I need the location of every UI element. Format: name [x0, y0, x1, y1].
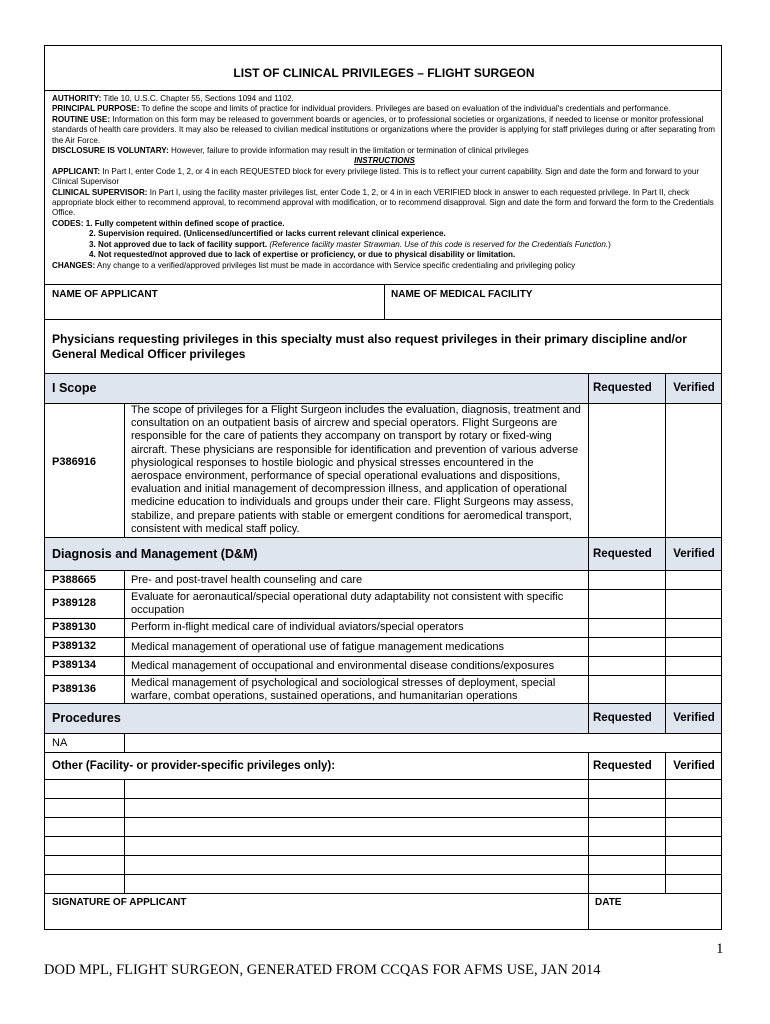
disclosure-label: DISCLOSURE IS VOLUNTARY:: [52, 146, 169, 156]
form-title: LIST OF CLINICAL PRIVILEGES – FLIGHT SURGEON: [233, 66, 535, 80]
dm-description: Perform in-flight medical care of individual aviators/special operators: [131, 621, 464, 633]
column-divider: [588, 704, 589, 733]
applicant-line: [52, 167, 717, 188]
other-verified-cell[interactable]: [666, 837, 721, 855]
dm-description: Medical management of psychological and sociological stresses of deployment, special warfare, combat operations, sustained operations, and humanitarian operations: [131, 677, 556, 702]
signature-field[interactable]: [45, 909, 588, 929]
other-verified-cell[interactable]: [666, 799, 721, 817]
code-3-note: (Reference facility master Strawman. Use of this code is reserved for the Credentials Function.: [269, 239, 609, 249]
verified-column-header: Verified: [673, 760, 715, 772]
other-verified-cell[interactable]: [666, 856, 721, 874]
dm-verified-cell[interactable]: [666, 619, 721, 637]
facility-name-field[interactable]: [385, 302, 721, 319]
purpose-line: [52, 104, 717, 114]
other-description-cell[interactable]: [125, 875, 588, 893]
routine-line: [52, 115, 717, 146]
other-code-cell[interactable]: [45, 875, 124, 893]
requested-column-header: Requested: [593, 382, 652, 394]
code-1-line: [52, 219, 717, 229]
disclosure-line: [52, 146, 717, 156]
dm-verified-cell[interactable]: [666, 676, 721, 703]
dm-description: Medical management of operational use of fatigue management medications: [131, 641, 505, 653]
instructions-block: [52, 94, 717, 271]
dm-verified-cell[interactable]: [666, 657, 721, 675]
supervisor-label: CLINICAL SUPERVISOR:: [52, 187, 148, 197]
scope-verified-cell[interactable]: [666, 404, 721, 536]
dm-description: Medical management of occupational and environmental disease conditions/exposures: [131, 660, 555, 672]
other-description-cell[interactable]: [125, 780, 588, 798]
applicant-name-label: NAME OF APPLICANT: [52, 289, 158, 300]
requested-column-header: Requested: [593, 548, 652, 560]
purpose-text: To define the scope and limits of practice for individual providers. Privileges are based on evaluation of the individual's credentials and performance.: [141, 104, 671, 114]
specialty-notice: Physicians requesting privileges in this specialty must also request privileges in their primary discipline and/or General Medical Officer privileges: [52, 332, 687, 361]
disclosure-text: However, failure to provide information may result in the limitation or termination of clinical privileges: [171, 146, 529, 156]
column-divider: [588, 538, 589, 570]
other-requested-cell[interactable]: [589, 837, 665, 855]
other-code-cell[interactable]: [45, 837, 124, 855]
code-1-text: 1. Fully competent within defined scope of practice.: [85, 218, 285, 228]
dm-code: P389136: [52, 683, 97, 695]
dm-code: P389128: [52, 597, 97, 609]
facility-name-label: NAME OF MEDICAL FACILITY: [391, 289, 533, 300]
scope-title: I Scope: [52, 381, 97, 395]
other-description-cell[interactable]: [125, 856, 588, 874]
dm-verified-cell[interactable]: [666, 638, 721, 656]
other-code-cell[interactable]: [45, 799, 124, 817]
applicant-name-field[interactable]: [45, 302, 384, 319]
verified-column-header: Verified: [673, 382, 715, 394]
verified-column-header: Verified: [673, 712, 715, 724]
dm-requested-cell[interactable]: [589, 676, 665, 703]
other-verified-cell[interactable]: [666, 780, 721, 798]
document-footer: DOD MPL, FLIGHT SURGEON, GENERATED FROM CCQAS FOR AFMS USE, JAN 2014: [44, 962, 601, 978]
dm-code: P388665: [52, 574, 97, 586]
other-requested-cell[interactable]: [589, 856, 665, 874]
other-title: Other (Facility- or provider-specific privileges only):: [52, 760, 336, 772]
other-requested-cell[interactable]: [589, 875, 665, 893]
requested-column-header: Requested: [593, 712, 652, 724]
other-requested-cell[interactable]: [589, 799, 665, 817]
purpose-label: PRINCIPAL PURPOSE:: [52, 104, 140, 114]
dm-requested-cell[interactable]: [589, 657, 665, 675]
procedures-na: NA: [52, 737, 68, 749]
changes-line: [52, 261, 717, 271]
other-requested-cell[interactable]: [589, 818, 665, 836]
scope-description: The scope of privileges for a Flight Surgeon includes the evaluation, diagnosis, treatment and consultation on an outpatient basis of aircrew and special operators. Flight Surgeons are responsible for the care of patients they accompany on transport by rotary or fixed-wing aircraft. These physicians are responsible for identification and prevention of various adverse physiological responses to hostile biologic and physical stresses encountered in the aerospace environment, performance of special operational evaluations and dispositions, evaluation and initial management of decompression illness, and application of operational medicine education to individuals and groups under their care. Flight Surgeons may assess, stabilize, and prepare patients with stable or emergent conditions for aeromedical transport, consistent with medical staff policy.: [131, 404, 581, 535]
code-3-text: 3. Not approved due to lack of facility support.: [89, 239, 268, 249]
other-code-cell[interactable]: [45, 818, 124, 836]
dm-verified-cell[interactable]: [666, 590, 721, 618]
authority-text: Title 10, U.S.C. Chapter 55, Sections 1094 and 1102.: [103, 94, 294, 103]
applicant-label: APPLICANT:: [52, 166, 101, 176]
other-verified-cell[interactable]: [666, 818, 721, 836]
dm-code: P389130: [52, 621, 97, 633]
row-divider: [45, 752, 721, 753]
dm-code: P389134: [52, 659, 97, 671]
divider: [45, 90, 721, 91]
other-description-cell[interactable]: [125, 799, 588, 817]
dm-description: Pre- and post-travel health counseling and care: [131, 574, 363, 586]
procedures-header: [45, 703, 721, 734]
code-3-line: [52, 240, 717, 250]
code-3-close: ): [608, 239, 611, 249]
dm-requested-cell[interactable]: [589, 638, 665, 656]
scope-requested-cell[interactable]: [589, 404, 665, 536]
other-code-cell[interactable]: [45, 856, 124, 874]
scope-header: [45, 373, 721, 404]
dm-requested-cell[interactable]: [589, 571, 665, 589]
requested-column-header: Requested: [593, 760, 652, 772]
dm-requested-cell[interactable]: [589, 590, 665, 618]
other-verified-cell[interactable]: [666, 875, 721, 893]
row-divider: [45, 893, 721, 894]
dm-title: Diagnosis and Management (D&M): [52, 547, 258, 561]
verified-column-header: Verified: [673, 548, 715, 560]
other-description-cell[interactable]: [125, 837, 588, 855]
divider: [124, 733, 125, 752]
divider: [124, 403, 125, 537]
applicant-text: In Part I, enter Code 1, 2, or 4 in each REQUESTED block for every privilege listed. This is to reflect your current capability. Sign and date the form and forward to your Clinical Supervisor: [52, 166, 700, 187]
supervisor-text: In Part I, using the facility master privileges list, enter Code 1, 2, or 4 in in each VERIFIED block in answer to each requested privilege. In Part II, check appropriate block either to recommend approval, to recommend approval with modification, or to recommend disapproval. Sign and date the form and forward the form to the Credentials Office.: [52, 187, 714, 218]
other-code-cell[interactable]: [45, 780, 124, 798]
signature-label: SIGNATURE OF APPLICANT: [52, 897, 187, 908]
procedures-title: Procedures: [52, 711, 121, 725]
other-requested-cell[interactable]: [589, 780, 665, 798]
codes-label: CODES:: [52, 218, 84, 228]
other-description-cell[interactable]: [125, 818, 588, 836]
divider: [588, 752, 589, 779]
page-number: 1: [716, 941, 724, 957]
authority-label: AUTHORITY:: [52, 94, 102, 103]
scope-code: P386916: [52, 456, 97, 468]
column-divider: [588, 374, 589, 403]
date-field[interactable]: [589, 909, 721, 929]
dm-verified-cell[interactable]: [666, 571, 721, 589]
divider: [45, 319, 721, 320]
dm-header: [45, 537, 721, 571]
routine-label: ROUTINE USE:: [52, 114, 111, 124]
code-4-line: 4. Not requested/not approved due to lack of expertise or proficiency, or due to physical disability or limitation.: [89, 250, 516, 260]
supervisor-line: [52, 188, 717, 219]
dm-description: Evaluate for aeronautical/special operational duty adaptability not consistent with specific occupation: [131, 591, 564, 616]
dm-code: P389132: [52, 640, 97, 652]
instructions-heading: INSTRUCTIONS: [354, 156, 415, 166]
code-2-line: 2. Supervision required. (Unlicensed/uncertified or lacks current relevant clinical experience.: [89, 229, 446, 239]
authority-line: [52, 94, 717, 104]
changes-text: Any change to a verified/approved privileges list must be made in accordance with Service specific credentialing and privileging policy: [96, 260, 576, 270]
privileges-form: [44, 45, 722, 930]
date-label: DATE: [595, 897, 622, 908]
dm-requested-cell[interactable]: [589, 619, 665, 637]
changes-label: CHANGES:: [52, 260, 96, 270]
routine-text: Information on this form may be released to government boards or agencies, or to professional societies or organizations, if needed to license or monitor professional standards of health care providers. It may also be released to civilian medical institutions or organizations where the provider is applying for staff privileges during or after separating from the Air Force.: [52, 114, 715, 145]
divider: [45, 284, 721, 285]
